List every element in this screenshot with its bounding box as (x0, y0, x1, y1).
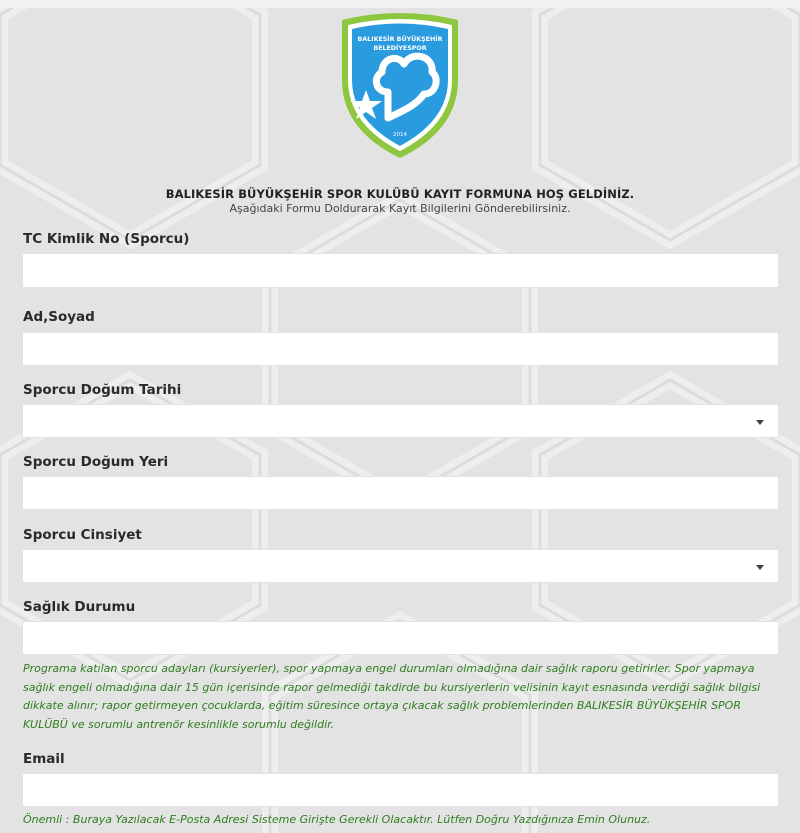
logo-text-line1: BALIKESİR BÜYÜKŞEHİR (357, 36, 443, 43)
health-note-line4: KULÜBÜ ve sorumlu antrenör kesinlikle sorumlu değildir. (23, 718, 335, 732)
chevron-down-icon (756, 565, 764, 570)
name-label: Ad,Soyad (23, 309, 95, 325)
club-logo-shield (336, 10, 464, 160)
logo-text-line2: BELEDİYESPOR (373, 45, 427, 52)
birthplace-label: Sporcu Doğum Yeri (23, 454, 169, 470)
gender-select[interactable] (22, 549, 779, 583)
email-label: Email (23, 751, 65, 767)
health-note-line1: Programa katılan sporcu adayları (kursiyerler), spor yapmaya engel durumları olmadığına dair sağlık raporu getirirler. Spor yapmaya (23, 662, 755, 675)
health-input[interactable] (22, 621, 779, 655)
email-input[interactable] (22, 773, 779, 807)
club-logo (336, 10, 464, 160)
tc-input[interactable] (22, 253, 779, 288)
tc-label: TC Kimlik No (Sporcu) (23, 231, 190, 247)
logo-year: 2014 (393, 132, 407, 138)
welcome-title: BALIKESİR BÜYÜKŞEHİR SPOR KULÜBÜ KAYIT FORMUNA HOŞ GELDİNİZ. (165, 187, 635, 201)
health-note (23, 660, 763, 735)
welcome-block (0, 187, 800, 215)
chevron-down-icon (756, 420, 764, 425)
name-input[interactable] (22, 332, 779, 366)
gender-label: Sporcu Cinsiyet (23, 527, 142, 543)
health-note-line3: dikkate alınır; rapor getirmeyen çocuklarda, eğitim süresince ortaya çıkacak sağlık problemlerinden BALIKESİR BÜYÜKŞEHİR SPOR (23, 699, 741, 713)
welcome-subtitle: Aşağıdaki Formu Doldurarak Kayıt Bilgilerini Gönderebilirsiniz. (229, 202, 571, 215)
birthdate-label: Sporcu Doğum Tarihi (23, 382, 182, 398)
birthplace-input[interactable] (22, 476, 779, 510)
email-note: Önemli : Buraya Yazılacak E-Posta Adresi Sisteme Girişte Gerekli Olacaktır. Lütfen Doğru Yazdığınıza Emin Olunuz. (23, 813, 651, 826)
health-note-line2: sağlık engeli olmadığına dair 15 gün içerisinde rapor gelmediği takdirde bu kursiyerlerin velisinin kayıt esnasında verdiği sağlık bilgisi (23, 680, 761, 694)
birthdate-select[interactable] (22, 404, 779, 438)
health-label: Sağlık Durumu (23, 599, 136, 615)
